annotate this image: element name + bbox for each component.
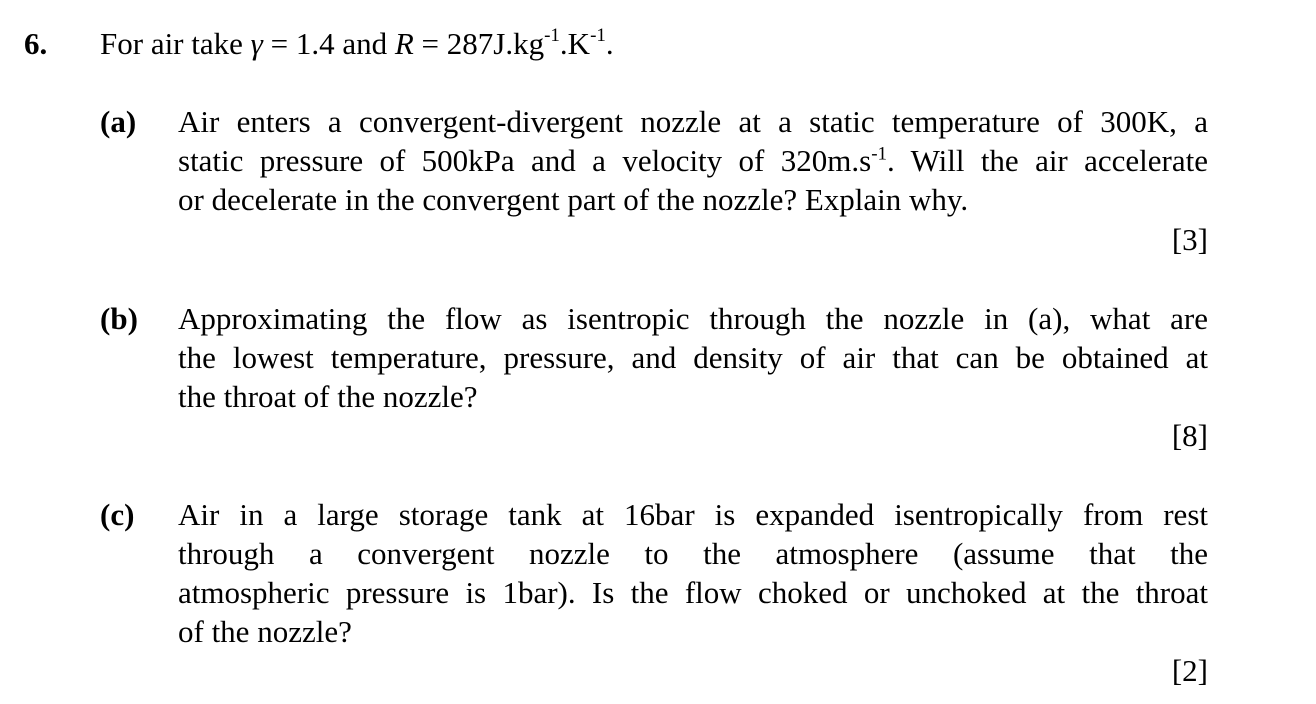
r-symbol: R [394, 26, 414, 61]
part-a-line-1: Air enters a convergent-divergent nozzle at a static temperature of 300K, a [178, 104, 1208, 139]
part-b-label: (b) [100, 301, 138, 336]
part-c-text [178, 495, 1208, 651]
part-c-line-4: of the nozzle? [178, 614, 352, 649]
question-number: 6. [24, 26, 48, 61]
part-c-label: (c) [100, 497, 135, 532]
gamma-value: = 1.4 and [262, 26, 395, 61]
part-a-label: (a) [100, 104, 137, 139]
gamma-symbol: γ [250, 26, 263, 61]
part-a-line-2-exponent: -1 [871, 143, 888, 165]
r-end: . [605, 26, 614, 61]
part-a-text [178, 102, 1208, 219]
part-c-line-1: Air in a large storage tank at 16bar is expanded isentropically from rest [178, 497, 1208, 532]
part-b-line-3: the throat of the nozzle? [178, 379, 478, 414]
r-value: = 287J.kg [413, 26, 545, 61]
part-b-line-2: the lowest temperature, pressure, and density of air that can be obtained at [178, 340, 1208, 375]
r-exponent-2: -1 [590, 24, 606, 46]
part-c-marks: [2] [1171, 653, 1208, 688]
part-a-marks: [3] [1171, 222, 1208, 257]
part-a-line-2-main: static pressure of 500kPa and a velocity of 320m.s [178, 143, 872, 178]
part-c-line-2: through a convergent nozzle to the atmosphere (assume that the [178, 536, 1208, 571]
intro-prefix: For air take [100, 26, 251, 61]
r-mid: .K [559, 26, 591, 61]
part-b-line-1: Approximating the flow as isentropic through the nozzle in (a), what are [178, 301, 1208, 336]
part-a-line-3: or decelerate in the convergent part of the nozzle? Explain why. [178, 182, 969, 217]
part-c-line-3: atmospheric pressure is 1bar). Is the flow choked or unchoked at the throat [178, 575, 1208, 610]
part-b-text [178, 299, 1208, 416]
part-b-marks: [8] [1171, 418, 1208, 453]
question-intro [100, 24, 614, 63]
r-exponent-1: -1 [544, 24, 560, 46]
part-a-line-2-tail: . Will the air accelerate [887, 143, 1208, 178]
part-a-line-2 [178, 141, 1208, 180]
